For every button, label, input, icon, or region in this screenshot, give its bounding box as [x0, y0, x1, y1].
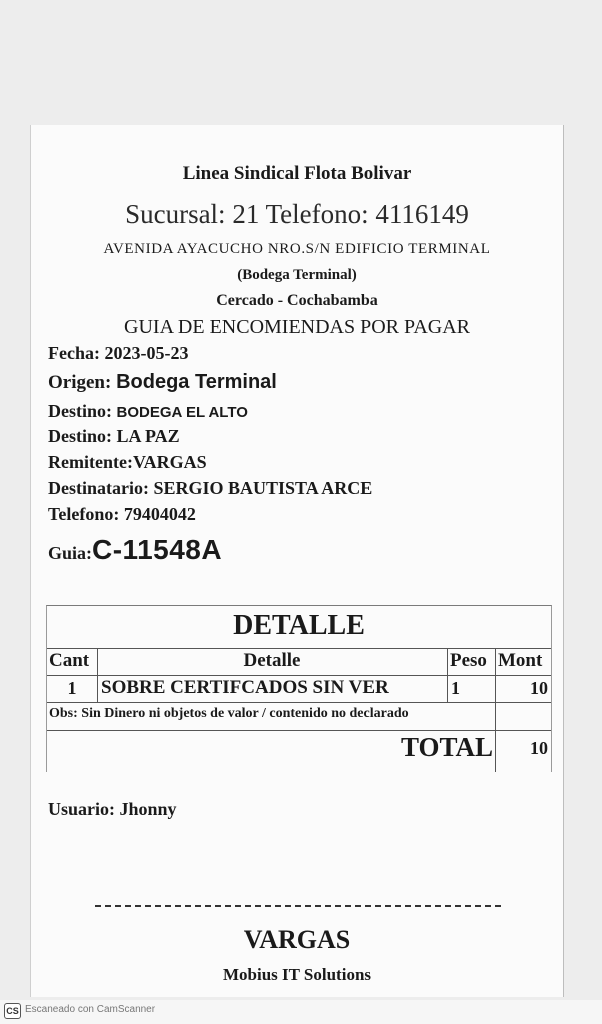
address: AVENIDA AYACUCHO NRO.S/N EDIFICIO TERMINAL	[103, 241, 491, 257]
total-value: 10	[530, 738, 548, 758]
destino2-value: LA PAZ	[116, 426, 180, 446]
city: Cercado - Cochabamba	[216, 292, 378, 309]
table-divider	[47, 730, 551, 731]
receipt	[30, 125, 564, 997]
origen-label: Origen:	[48, 372, 112, 393]
telefono-line	[48, 504, 196, 525]
row-detalle: SOBRE CERTIFCADOS SIN VER	[101, 677, 389, 698]
detail-table	[46, 605, 552, 772]
row-cant: 1	[67, 678, 77, 698]
destinatario-label: Destinatario:	[48, 478, 149, 498]
fecha-line	[48, 343, 188, 364]
destino2-label: Destino:	[48, 426, 112, 446]
guia-value: C-11548A	[92, 534, 223, 565]
destino1-value: BODEGA EL ALTO	[116, 404, 248, 421]
usuario-line	[48, 799, 177, 820]
destino2-line	[48, 426, 180, 447]
camscanner-icon: CS	[4, 1003, 21, 1019]
remitente-label: Remitente:	[48, 452, 133, 472]
telefono-label: Telefono:	[48, 504, 120, 524]
location-note: (Bodega Terminal)	[237, 267, 357, 283]
company-name: Linea Sindical Flota Bolivar	[182, 163, 412, 184]
origen-value: Bodega Terminal	[116, 371, 277, 393]
remitente-line	[48, 452, 207, 473]
destino1-line	[48, 401, 248, 422]
destino1-label: Destino:	[48, 401, 112, 421]
total-label: TOTAL	[400, 732, 493, 762]
branch-phone: Sucursal: 21 Telefono: 4116149	[125, 199, 469, 229]
doc-title: GUIA DE ENCOMIENDAS POR PAGAR	[124, 316, 470, 338]
header-detalle: Detalle	[243, 650, 301, 671]
table-divider	[47, 648, 551, 649]
destinatario-value: SERGIO BAUTISTA ARCE	[153, 478, 373, 498]
row-peso: 1	[451, 678, 460, 698]
header-monto: Mont	[498, 650, 543, 671]
header-peso: Peso	[450, 650, 487, 671]
row-monto: 10	[530, 678, 548, 698]
fecha-label: Fecha:	[48, 343, 100, 363]
footer-name: VARGAS	[243, 925, 351, 954]
column-divider	[447, 648, 448, 702]
obs-note: Obs: Sin Dinero ni objetos de valor / contenido no declarado	[49, 706, 409, 721]
header-cant: Cant	[49, 650, 90, 671]
guia-label: Guia:	[48, 543, 93, 563]
remitente-value: VARGAS	[132, 452, 207, 472]
usuario-label: Usuario:	[48, 799, 115, 819]
footer-provider: Mobius IT Solutions	[222, 965, 372, 984]
guia-line	[48, 534, 222, 566]
scanner-watermark: Escaneado con CamScanner	[25, 1004, 156, 1015]
destinatario-line	[48, 478, 372, 499]
origen-line	[48, 371, 277, 394]
usuario-value: Jhonny	[119, 799, 177, 819]
column-divider	[495, 648, 496, 772]
table-divider	[47, 675, 551, 676]
telefono-value: 79404042	[123, 504, 196, 524]
signature-line	[95, 905, 501, 907]
detail-title: DETALLE	[233, 610, 365, 641]
table-divider	[47, 702, 551, 703]
fecha-value: 2023-05-23	[104, 343, 189, 363]
